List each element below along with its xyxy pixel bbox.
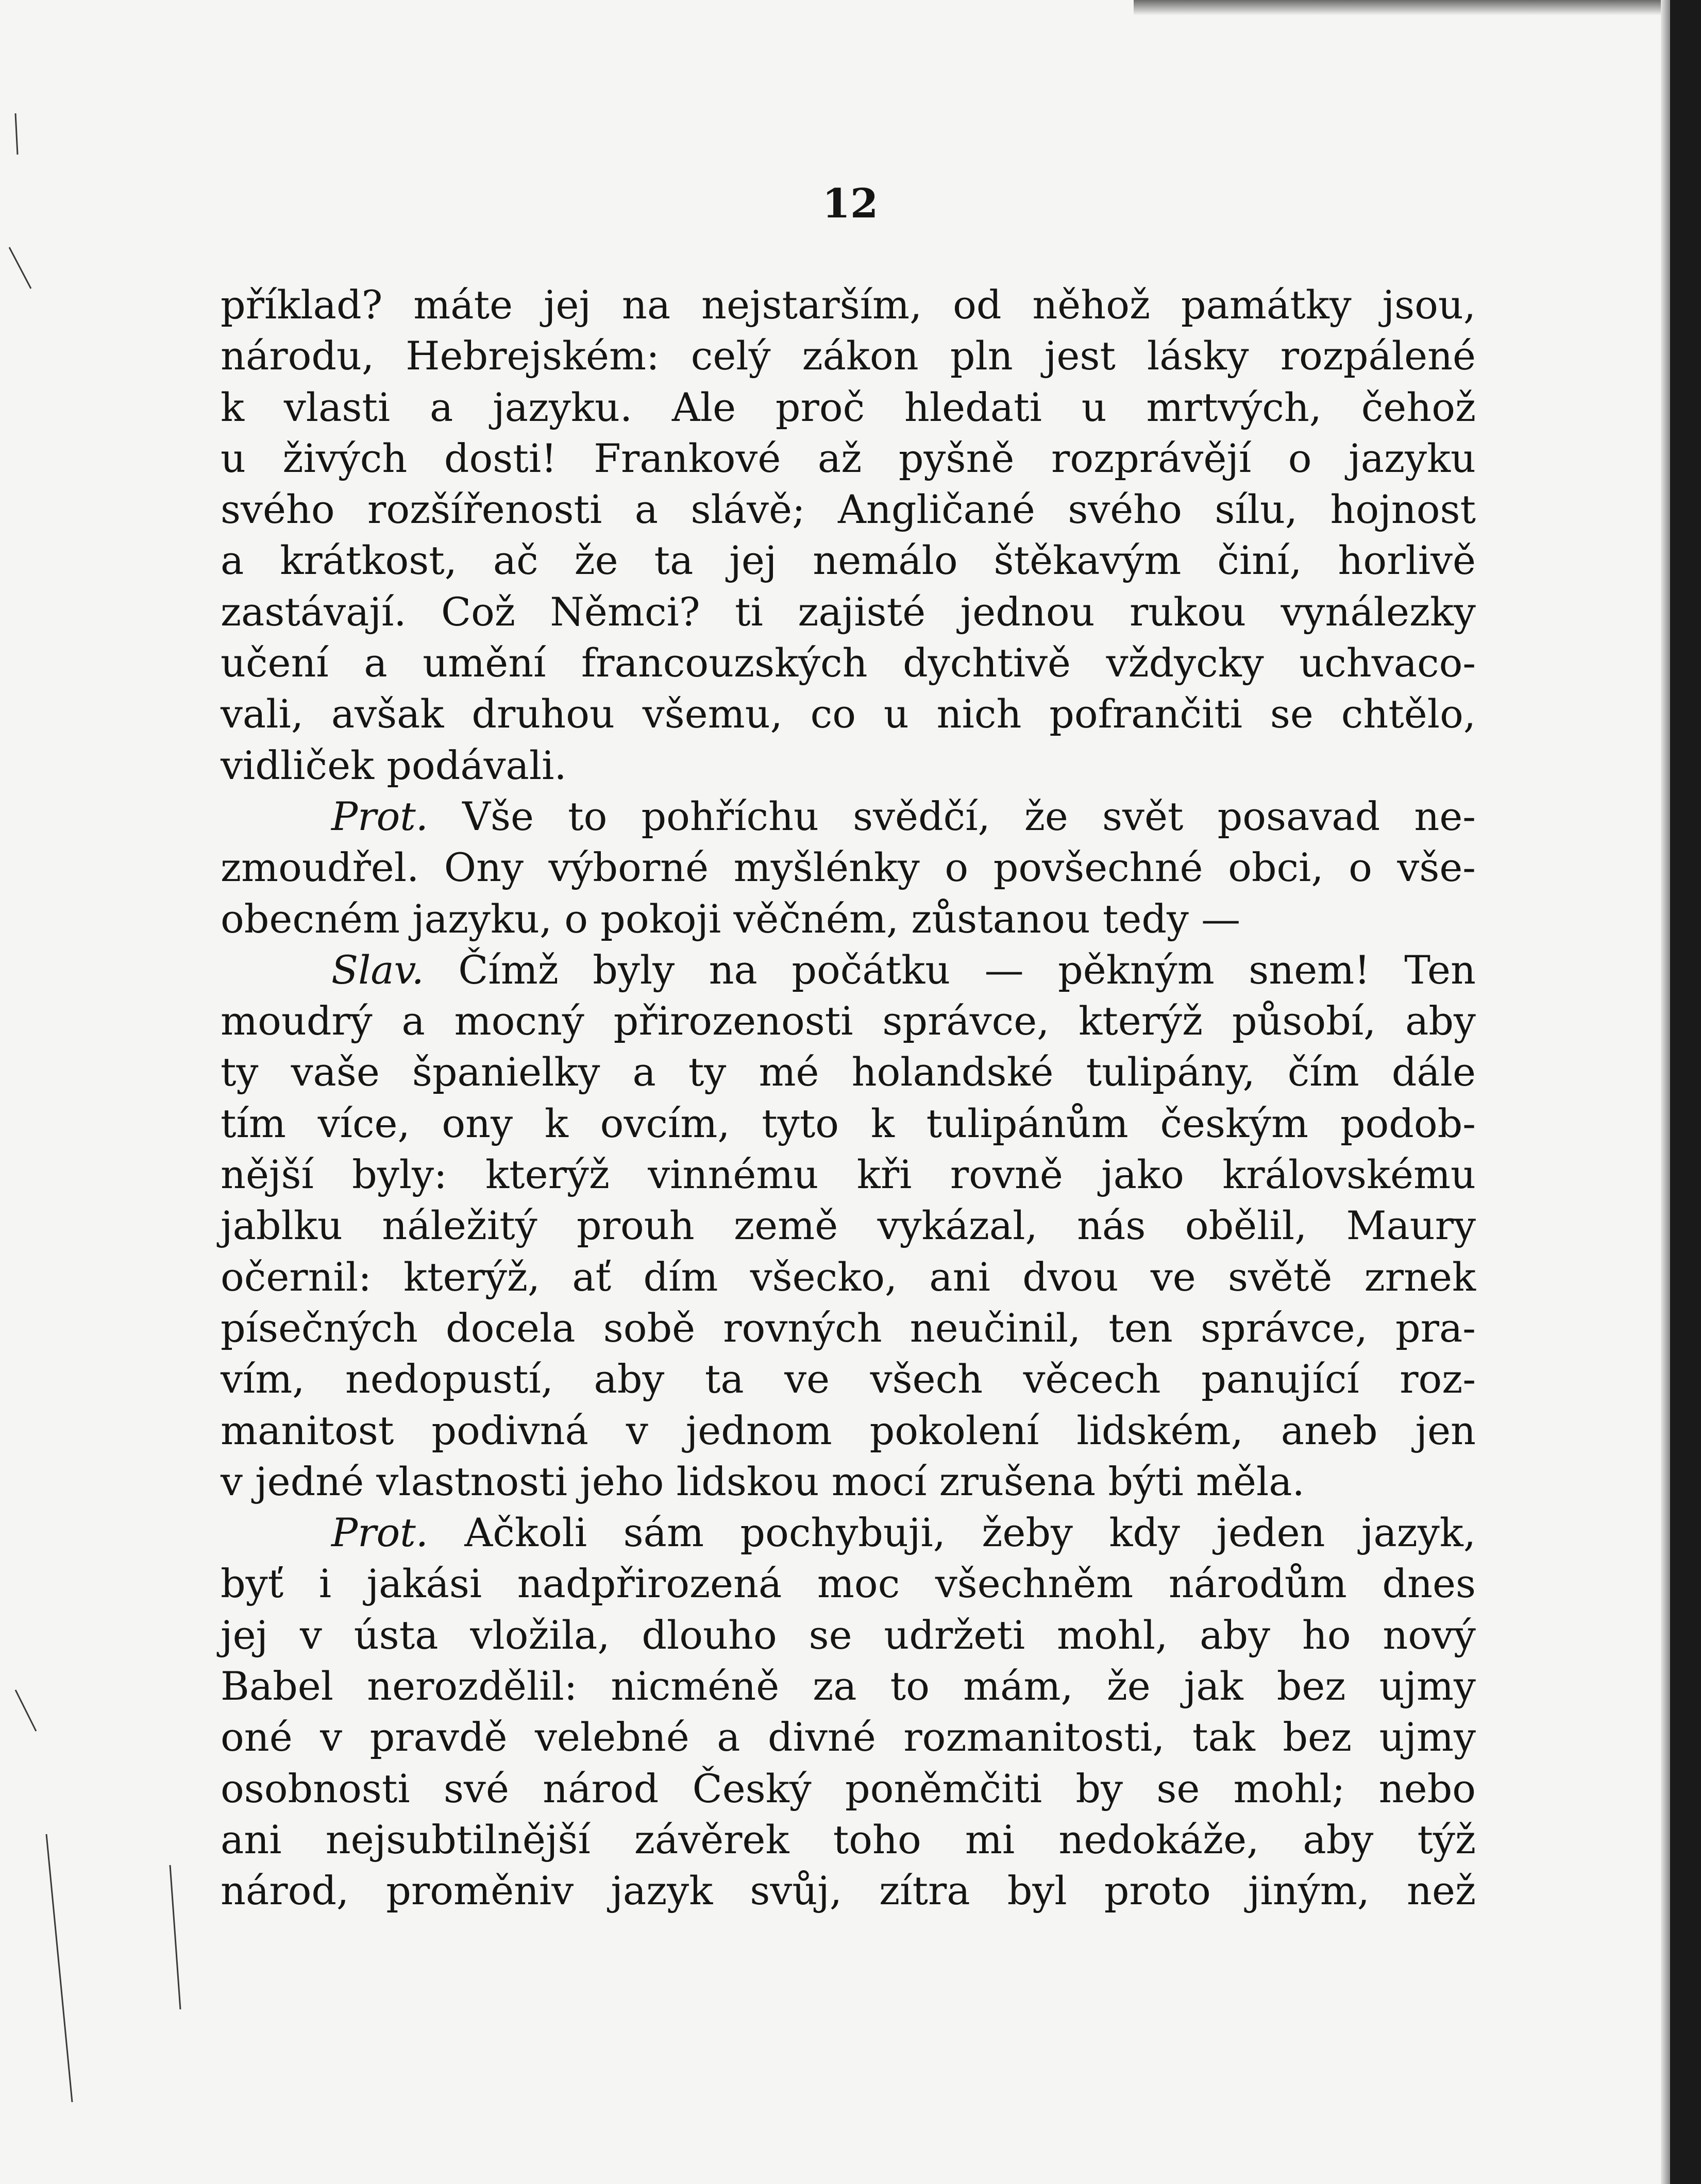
text-line: moudrý a mocný přirozenosti správce, kterýž působí, aby: [221, 998, 1476, 1044]
text-line: písečných docela sobě rovných neučinil, ten správce, pra-: [221, 1305, 1476, 1351]
text-line: byť i jakási nadpřirozená moc všechněm národům dnes: [221, 1561, 1476, 1607]
text-line: ani nejsubtilnější závěrek toho mi nedokáže, aby týž: [221, 1816, 1476, 1863]
text-line: Babel nerozdělil: nicméně za to mám, že jak bez ujmy: [221, 1663, 1476, 1709]
text-line-speaker: [221, 944, 1476, 995]
text-line: zmoudřel. Ony výborné myšlénky o povšechné obci, o vše-: [221, 844, 1476, 891]
page-right-shadow: [1661, 0, 1670, 2184]
text-line: k vlasti a jazyku. Ale proč hledati u mrtvých, čehož: [221, 384, 1476, 430]
speaker-label: Slav.: [331, 946, 424, 993]
speaker-label: Prot.: [331, 793, 428, 839]
text-line: manitost podivná v jednom pokolení lidském, aneb jen: [221, 1407, 1476, 1453]
body-text: [221, 279, 1476, 1917]
text-line: ty vaše španielky a ty mé holandské tulipány, čím dále: [221, 1049, 1476, 1095]
text-line: obecném jazyku, o pokoji věčném, zůstanou tedy —: [221, 895, 1241, 942]
text-line: učení a umění francouzských dychtivě vždycky uchvaco-: [221, 640, 1476, 686]
margin-mark-top: [15, 113, 18, 155]
page-top-shadow: [1134, 0, 1670, 15]
text-line: oné v pravdě velebné a divné rozmanitosti, tak bez ujmy: [221, 1714, 1476, 1760]
text-line: a krátkost, ač že ta jej nemálo štěkavým činí, horlivě: [221, 537, 1476, 584]
text-line-speaker: [221, 1507, 1476, 1558]
speech-text: Čímž byly na počátku — pěkným snem! Ten: [458, 946, 1476, 993]
text-line-speaker: [221, 791, 1476, 842]
text-line: osobnosti své národ Český poněmčiti by se mohl; nebo: [221, 1765, 1476, 1811]
text-line: národ, proměniv jazyk svůj, zítra byl proto jiným, než: [221, 1868, 1476, 1914]
margin-mark-upper: [9, 247, 31, 289]
scan-right-border: [1670, 0, 1701, 2184]
text-line: jablku náležitý prouh země vykázal, nás obělil, Maury: [221, 1203, 1476, 1249]
text-line: nější byly: kterýž vinnému kři rovně jako královskému: [221, 1152, 1476, 1198]
text-line: svého rozšířenosti a slávě; Angličané svého sílu, hojnost: [221, 486, 1476, 533]
text-line: u živých dosti! Frankové až pyšně rozprávějí o jazyku: [221, 435, 1476, 481]
text-line: zastávají. Což Němci? ti zajisté jednou rukou vynálezky: [221, 588, 1476, 635]
margin-scratch-marks: [0, 0, 216, 2184]
page-number: 12: [822, 180, 879, 227]
text-line: vím, nedopustí, aby ta ve všech věcech panující roz-: [221, 1356, 1476, 1402]
text-line: jej v ústa vložila, dlouho se udržeti mohl, aby ho nový: [221, 1612, 1476, 1658]
margin-mark-lower: [15, 1690, 36, 1731]
text-line: v jedné vlastnosti jeho lidskou mocí zrušena býti měla.: [221, 1458, 1305, 1504]
speaker-label: Prot.: [331, 1510, 428, 1556]
margin-line-long: [46, 1834, 72, 2102]
text-line: vidliček podávali.: [221, 742, 567, 788]
margin-line-short: [170, 1865, 180, 2009]
text-line: národu, Hebrejském: celý zákon pln jest lásky rozpálené: [221, 333, 1476, 379]
speech-text: Ačkoli sám pochybuji, žeby kdy jeden jazyk,: [464, 1510, 1476, 1556]
text-line: příklad? máte jej na nejstarším, od něhož památky jsou,: [221, 282, 1476, 328]
text-line: vali, avšak druhou všemu, co u nich pofrančiti se chtělo,: [221, 691, 1476, 737]
text-line: tím více, ony k ovcím, tyto k tulipánům českým podob-: [221, 1100, 1476, 1146]
text-line: očernil: kterýž, ať dím všecko, ani dvou ve světě zrnek: [221, 1254, 1476, 1300]
speech-text: Vše to pohříchu svědčí, že svět posavad ne-: [462, 793, 1476, 839]
